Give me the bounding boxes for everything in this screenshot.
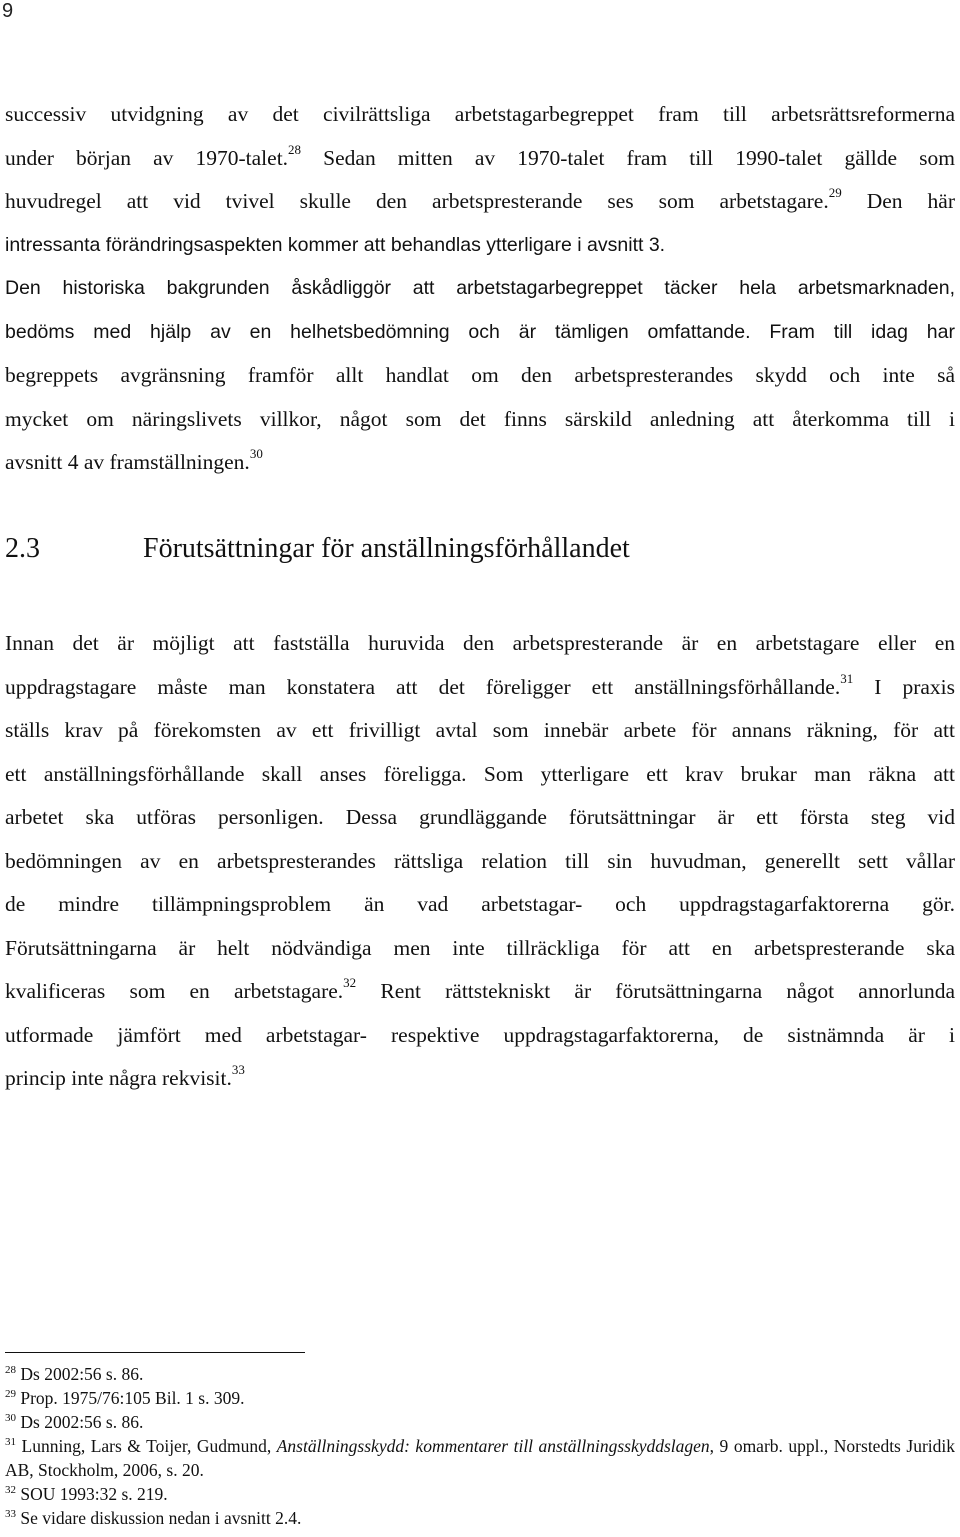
page-number: 9	[2, 0, 14, 22]
section-title: Förutsättningar för anställningsförhållandet	[143, 533, 630, 564]
paragraph-3	[5, 622, 955, 1101]
text-line: Förutsättningarna är helt nödvändiga men inte tillräckliga för att en arbetspresterande ska	[5, 935, 955, 960]
text-line: uppdragstagare måste man konstatera att det föreligger ett anställningsförhållande.$^{31}$ I praxis	[5, 670, 955, 699]
text-line: princip inte några rekvisit.$^{33}$	[5, 1062, 245, 1090]
footnote-divider	[5, 1352, 305, 1353]
text-line: bedöms med hjälp av en helhetsbedömning och är tämligen omfattande. Fram till idag har	[5, 320, 955, 343]
footnote: $^{30}$ Ds 2002:56 s. 86.	[5, 1412, 144, 1432]
footnote: $^{33}$ Se vidare diskussion nedan i avsnitt 2.4.	[5, 1508, 302, 1528]
text-line: Den historiska bakgrunden åskådliggör att arbetstagarbegreppet täcker hela arbetsmarknaden,	[5, 277, 955, 299]
footnote-ref-33: 33	[231, 1062, 245, 1077]
footnote-ref-28: 28	[288, 141, 302, 157]
section-number: 2.3	[5, 533, 40, 564]
paragraph-1	[5, 93, 955, 267]
footnote: $^{31}$ Lunning, Lars & Toijer, Gudmund, Anställningsskydd: kommentarer till anställningsskyddslagen, 9 omarb. uppl., Norstedts Juridik AB, Stockholm, 2006, s. 20.	[5, 1436, 955, 1480]
footnote-ref-31: 31	[840, 670, 854, 686]
text-line: begreppets avgränsning framför allt handlat om den arbetspresterandes skydd och inte så	[5, 363, 955, 387]
footnote: $^{28}$ Ds 2002:56 s. 86.	[5, 1364, 144, 1384]
text-line: utformade jämfört med arbetstagar- respektive uppdragstagarfaktorerna, de sistnämnda är i	[5, 1022, 955, 1047]
section-heading	[5, 533, 630, 565]
text-line: arbetet ska utföras personligen. Dessa grundläggande förutsättningar är ett första steg vid	[5, 805, 955, 829]
paragraph-2	[5, 267, 955, 485]
text-line: under början av 1970-talet.$^{28}$ Sedan mitten av 1970-talet fram till 1990-talet gällde som	[5, 141, 955, 170]
text-line: bedömningen av en arbetspresterandes rättsliga relation till sin huvudman, generellt sett vållar	[5, 848, 955, 873]
footnote-ref-32: 32	[343, 975, 357, 990]
text-line: avsnitt 4 av framställningen.$^{30}$	[5, 446, 263, 474]
text-line: ställs krav på förekomsten av ett frivilligt avtal som innebär arbete för annans räkning, för att	[5, 718, 955, 742]
text-line: kvalificeras som en arbetstagare.$^{32}$ Rent rättstekniskt är förutsättningarna något annorlunda	[5, 975, 955, 1003]
text-line: de mindre tillämpningsproblem än vad arbetstagar- och uppdragstagarfaktorerna gör.	[5, 892, 955, 916]
footnote-ref-29: 29	[828, 185, 842, 200]
footnote: $^{29}$ Prop. 1975/76:105 Bil. 1 s. 309.	[5, 1388, 245, 1408]
text-line: mycket om näringslivets villkor, något som det finns särskild anledning att återkomma till i	[5, 406, 955, 431]
footnote-ref-30: 30	[249, 446, 263, 461]
footnote: $^{32}$ SOU 1993:32 s. 219.	[5, 1484, 168, 1504]
text-line: intressanta förändringsaspekten kommer att behandlas ytterligare i avsnitt 3.	[5, 233, 666, 256]
text-line: successiv utvidgning av det civilrättsliga arbetstagarbegreppet fram till arbetsrättsreformerna	[5, 102, 955, 126]
text-line: ett anställningsförhållande skall anses föreligga. Som ytterligare ett krav brukar man räkna att	[5, 761, 955, 786]
text-line: huvudregel att vid tvivel skulle den arbetspresterande ses som arbetstagare.$^{29}$ Den här	[5, 185, 955, 213]
footnotes	[5, 1362, 955, 1530]
text-line: Innan det är möjligt att fastställa huruvida den arbetspresterande är en arbetstagare eller en	[5, 631, 955, 655]
